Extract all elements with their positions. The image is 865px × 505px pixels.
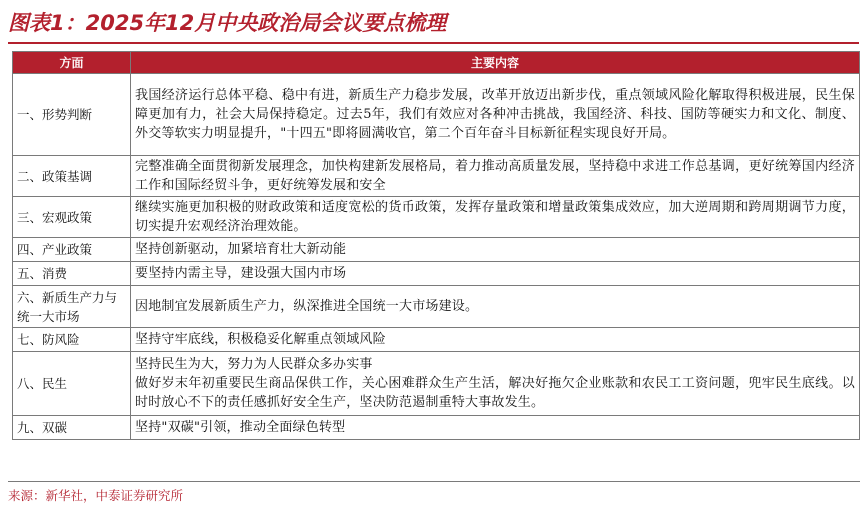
table-row [13,286,860,328]
row-content: 因地制宜发展新质生产力，纵深推进全国统一大市场建设。 [131,286,860,328]
table-row [13,238,860,262]
row-aspect: 七、防风险 [13,328,131,352]
row-content: 坚持"双碳"引领，推动全面绿色转型 [131,416,860,440]
row-content: 完整准确全面贯彻新发展理念，加快构建新发展格局，着力推动高质量发展，坚持稳中求进工作总基调，更好统筹国内经济工作和国际经贸斗争，更好统筹发展和安全 [131,156,860,197]
header-content: 主要内容 [131,52,860,74]
row-content: 我国经济运行总体平稳、稳中有进，新质生产力稳步发展，改革开放迈出新步伐，重点领域风险化解取得积极进展，民生保障更加有力，社会大局保持稳定。过去5年，我们有效应对各种冲击挑战，我国经济、科技、国防等硬实力和文化、制度、外交等软实力明显提升，"十四五"即将圆满收官，第二个百年奋斗目标新征程实现良好开局。 [131,74,860,156]
table-row [13,197,860,238]
table-row [13,352,860,416]
figure-title: 图表1：2025年12月中央政治局会议要点梳理 [8,11,447,35]
row-aspect: 九、双碳 [13,416,131,440]
summary-table [12,51,860,440]
row-content: 要坚持内需主导，建设强大国内市场 [131,262,860,286]
row-aspect: 四、产业政策 [13,238,131,262]
row-content: 坚持创新驱动，加紧培育壮大新动能 [131,238,860,262]
row-content: 坚持民生为大，努力为人民群众多办实事 做好岁末年初重要民生商品保供工作，关心困难群众生产生活，解决好拖欠企业账款和农民工工资问题，兜牢民生底线。以时时放心不下的责任感抓好安全生产，坚决防范遏制重特大事故发生。 [131,352,860,416]
source-note: 来源：新华社，中泰证券研究所 [8,481,860,504]
table-row [13,416,860,440]
row-content: 坚持守牢底线，积极稳妥化解重点领域风险 [131,328,860,352]
row-aspect: 六、新质生产力与统一大市场 [13,286,131,328]
table-row [13,328,860,352]
row-aspect: 八、民生 [13,352,131,416]
row-content: 继续实施更加积极的财政政策和适度宽松的货币政策，发挥存量政策和增量政策集成效应，加大逆周期和跨周期调节力度，切实提升宏观经济治理效能。 [131,197,860,238]
header-aspect: 方面 [13,52,131,74]
row-aspect: 二、政策基调 [13,156,131,197]
row-aspect: 一、形势判断 [13,74,131,156]
row-aspect: 三、宏观政策 [13,197,131,238]
table-row [13,74,860,156]
title-divider [8,42,859,44]
table-header-row [13,52,860,74]
row-aspect: 五、消费 [13,262,131,286]
table-row [13,262,860,286]
table-row [13,156,860,197]
